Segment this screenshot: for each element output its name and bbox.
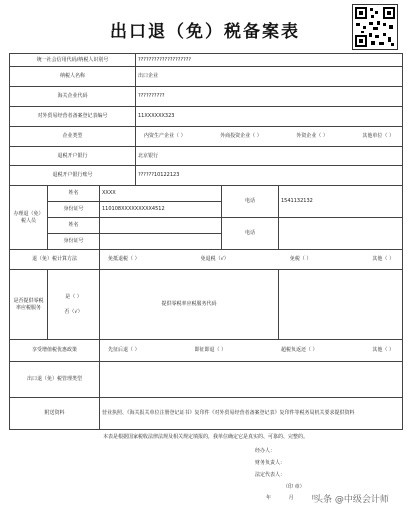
tax-policy-option[interactable]: 超税负返还（ ） — [280, 347, 318, 354]
tax-policy-options — [100, 340, 403, 362]
export-service-no[interactable]: 否（√） — [64, 308, 83, 315]
contact-phone-value[interactable]: 1541132132 — [279, 186, 403, 218]
contact-name-label: 姓名 — [48, 186, 100, 202]
contact-group-label: 办理退（免）税人员 — [10, 186, 48, 250]
filing-form-table — [9, 53, 403, 430]
refund-method-option[interactable]: 免退税（√） — [200, 256, 229, 263]
attachments-value[interactable]: 营业执照、《海关报关单位注册登记证书》复印件《对外贸易经营者备案登记表》复印件等税务局机关要求提供资料 — [100, 398, 403, 430]
row-contact-1-name — [10, 186, 403, 202]
row-customs-code — [10, 87, 403, 107]
tax-policy-option[interactable]: 即征即退（ ） — [194, 347, 227, 354]
row-taxpayer-id — [10, 54, 403, 67]
contact-id-label: 身份证号 — [48, 202, 100, 218]
summary-type-value[interactable] — [100, 362, 403, 398]
contact-id-value[interactable]: 110108XXXXXXXXX4512 — [100, 202, 222, 218]
taxpayer-name-value[interactable]: 出口企业 — [136, 67, 403, 87]
row-attachments — [10, 398, 403, 430]
contact-name-value[interactable]: XXXX — [100, 186, 222, 202]
declaration — [9, 434, 402, 441]
export-service-label: 是否提供零税率应税服务 — [10, 270, 48, 340]
tax-policy-option[interactable]: 其他（ ） — [372, 347, 394, 354]
row-taxpayer-name — [10, 67, 403, 87]
row-refund-method — [10, 250, 403, 270]
refund-method-option[interactable]: 免抵退税（ ） — [108, 256, 140, 263]
contact2-name-label: 姓名 — [48, 218, 100, 234]
contact2-phone-label: 电话 — [222, 218, 279, 250]
handler-signature[interactable]: 经办人： — [255, 448, 276, 454]
contact-phone-label: 电话 — [222, 186, 279, 218]
export-service-choice — [48, 270, 100, 340]
refund-method-option[interactable]: 免税（ ） — [289, 256, 312, 263]
customs-code-value[interactable]: ?????????? — [136, 87, 403, 107]
row-trade-reg-no — [10, 107, 403, 127]
bank-account-value[interactable]: ??????10122123 — [136, 166, 403, 186]
enterprise-type-label: 企业类型 — [10, 127, 136, 147]
enterprise-type-option[interactable]: 其他单位（ ） — [362, 133, 395, 140]
row-bank — [10, 147, 403, 166]
enterprise-type-option[interactable]: 外资企业（ ） — [296, 133, 328, 140]
trade-reg-no-label: 对外贸易经营者备案登记表编号 — [10, 107, 136, 127]
trade-reg-no-value[interactable]: 11XXXXXX323 — [136, 107, 403, 127]
declaration-statement: 本表是根据国家税收法律法规及相关规定填报的，我单位确定它是真实的、可靠的、完整的。 — [102, 434, 308, 440]
seal-label: （印 章） — [283, 484, 305, 490]
refund-method-option[interactable]: 其他（ ） — [372, 256, 395, 263]
contact2-id-value[interactable] — [100, 234, 222, 250]
attachments-label: 附送资料 — [10, 398, 100, 430]
row-bank-account — [10, 166, 403, 186]
row-contact-2-name — [10, 218, 403, 234]
contact2-name-value[interactable] — [100, 218, 222, 234]
enterprise-type-option[interactable]: 内资生产企业（ ） — [144, 133, 186, 140]
bank-label: 退税开户银行 — [10, 147, 136, 166]
sign-date[interactable]: 年 月 日 — [266, 495, 317, 501]
row-summary-type — [10, 362, 403, 398]
service-code-value[interactable] — [279, 270, 403, 340]
row-tax-policy — [10, 340, 403, 362]
enterprise-type-option[interactable]: 外商投资企业（ ） — [220, 133, 262, 140]
legal-rep-signature[interactable]: 法定代表人： — [255, 472, 286, 478]
watermark: 头条 @中级会计师 — [314, 495, 389, 505]
tax-policy-label: 享受增值税优惠政策 — [10, 340, 100, 362]
refund-method-options — [100, 250, 403, 270]
enterprise-type-options — [136, 127, 403, 147]
taxpayer-id-value[interactable]: ???????????????????? — [136, 54, 403, 67]
taxpayer-name-label: 纳税人名称 — [10, 67, 136, 87]
bank-value[interactable]: 北京银行 — [136, 147, 403, 166]
qr-code-icon — [352, 4, 398, 50]
finance-signature[interactable]: 财务负责人： — [255, 460, 286, 466]
refund-method-label: 退（免）税计算方法 — [10, 250, 100, 270]
contact2-phone-value[interactable] — [279, 218, 403, 250]
summary-type-label: 出口退（免）税管理类型 — [10, 362, 100, 398]
customs-code-label: 海关企业代码 — [10, 87, 136, 107]
contact2-id-label: 身份证号 — [48, 234, 100, 250]
row-enterprise-type — [10, 127, 403, 147]
export-service-yes[interactable]: 是（ ） — [65, 294, 82, 301]
row-export-service — [10, 270, 403, 340]
bank-account-label: 退税开户银行账号 — [10, 166, 136, 186]
tax-policy-option[interactable]: 先征后退（ ） — [108, 347, 140, 354]
service-code-label: 提供零税率应税服务代码 — [100, 270, 279, 340]
taxpayer-id-label: 统一社会信用代码/纳税人识别号 — [10, 54, 136, 67]
form-title: 出口退（免）税备案表 — [110, 22, 300, 42]
